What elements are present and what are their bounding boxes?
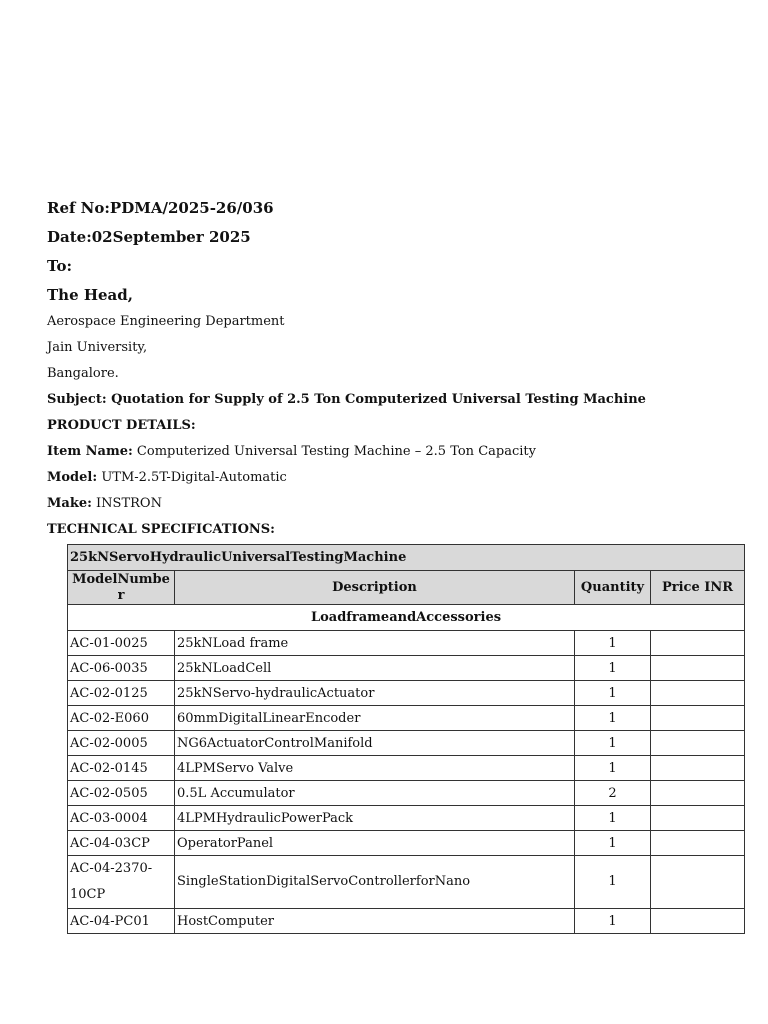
cell-model-number: AC-06-0035 (68, 656, 175, 681)
recipient-title: The Head, (47, 286, 133, 304)
cell-model-number: AC-04-2370-10CP (68, 856, 175, 909)
table-row (68, 756, 745, 781)
subject-line (47, 392, 747, 408)
cell-description: SingleStationDigitalServoControllerforNano (175, 856, 575, 909)
cell-description: 0.5L Accumulator (175, 781, 575, 806)
table-row (68, 856, 745, 909)
table-header-row (68, 571, 745, 605)
address-line-department: Aerospace Engineering Department (47, 314, 285, 329)
cell-price (651, 706, 745, 731)
item-name-line (47, 444, 747, 460)
cell-quantity: 1 (575, 831, 651, 856)
header-quantity: Quantity (575, 571, 651, 605)
cell-model-number: AC-04-03CP (68, 831, 175, 856)
table-row (68, 831, 745, 856)
table-row (68, 781, 745, 806)
table-title: 25kNServoHydraulicUniversalTestingMachine (68, 545, 745, 571)
cell-description: 25kNLoadCell (175, 656, 575, 681)
table-row (68, 731, 745, 756)
item-name-value: Computerized Universal Testing Machine – 2.5 Ton Capacity (136, 444, 536, 459)
cell-price (651, 731, 745, 756)
header-price: Price INR (651, 571, 745, 605)
cell-model-number: AC-02-E060 (68, 706, 175, 731)
cell-price (651, 781, 745, 806)
model-label: Model: (47, 470, 98, 485)
cell-quantity: 1 (575, 756, 651, 781)
cell-price (651, 909, 745, 934)
table-row (68, 706, 745, 731)
table-row (68, 681, 745, 706)
address-line-city: Bangalore. (47, 366, 119, 381)
ref-number: Ref No:PDMA/2025-26/036 (47, 199, 274, 217)
cell-quantity: 1 (575, 731, 651, 756)
cell-price (651, 856, 745, 909)
quotation-letter (47, 198, 747, 548)
cell-description: OperatorPanel (175, 831, 575, 856)
group-label: LoadframeandAccessories (68, 605, 745, 631)
subject-text: Quotation for Supply of 2.5 Ton Computerized Universal Testing Machine (111, 392, 646, 407)
letter-date: Date:02September 2025 (47, 228, 251, 246)
cell-model-number: AC-02-0505 (68, 781, 175, 806)
cell-description: 60mmDigitalLinearEncoder (175, 706, 575, 731)
cell-price (651, 756, 745, 781)
specifications-table (67, 544, 745, 934)
cell-model-number: AC-01-0025 (68, 631, 175, 656)
header-model-number: ModelNumber (68, 571, 175, 605)
cell-price (651, 631, 745, 656)
cell-price (651, 681, 745, 706)
cell-description: 25kNServo-hydraulicActuator (175, 681, 575, 706)
subject-label: Subject: (47, 392, 107, 407)
cell-model-number: AC-03-0004 (68, 806, 175, 831)
table-row (68, 806, 745, 831)
model-line (47, 470, 747, 486)
cell-price (651, 806, 745, 831)
model-value: UTM-2.5T-Digital-Automatic (101, 470, 287, 485)
cell-quantity: 2 (575, 781, 651, 806)
cell-quantity: 1 (575, 681, 651, 706)
make-value: INSTRON (96, 496, 162, 511)
cell-description: NG6ActuatorControlManifold (175, 731, 575, 756)
table-row (68, 656, 745, 681)
address-line-university: Jain University, (47, 340, 148, 355)
header-description: Description (175, 571, 575, 605)
cell-price (651, 656, 745, 681)
technical-specifications-heading: TECHNICAL SPECIFICATIONS: (47, 522, 275, 537)
to-label: To: (47, 257, 72, 275)
cell-quantity: 1 (575, 631, 651, 656)
cell-quantity: 1 (575, 656, 651, 681)
cell-quantity: 1 (575, 806, 651, 831)
product-details-heading: PRODUCT DETAILS: (47, 418, 196, 433)
cell-quantity: 1 (575, 909, 651, 934)
table-group-row (68, 605, 745, 631)
cell-description: HostComputer (175, 909, 575, 934)
table-row (68, 631, 745, 656)
cell-description: 4LPMHydraulicPowerPack (175, 806, 575, 831)
cell-model-number: AC-02-0005 (68, 731, 175, 756)
cell-price (651, 831, 745, 856)
table-title-row (68, 545, 745, 571)
table-row (68, 909, 745, 934)
cell-description: 4LPMServo Valve (175, 756, 575, 781)
item-name-label: Item Name: (47, 444, 133, 459)
cell-model-number: AC-02-0125 (68, 681, 175, 706)
cell-model-number: AC-02-0145 (68, 756, 175, 781)
make-line (47, 496, 747, 512)
cell-model-number: AC-04-PC01 (68, 909, 175, 934)
cell-description: 25kNLoad frame (175, 631, 575, 656)
cell-quantity: 1 (575, 706, 651, 731)
cell-quantity: 1 (575, 856, 651, 909)
make-label: Make: (47, 496, 92, 511)
